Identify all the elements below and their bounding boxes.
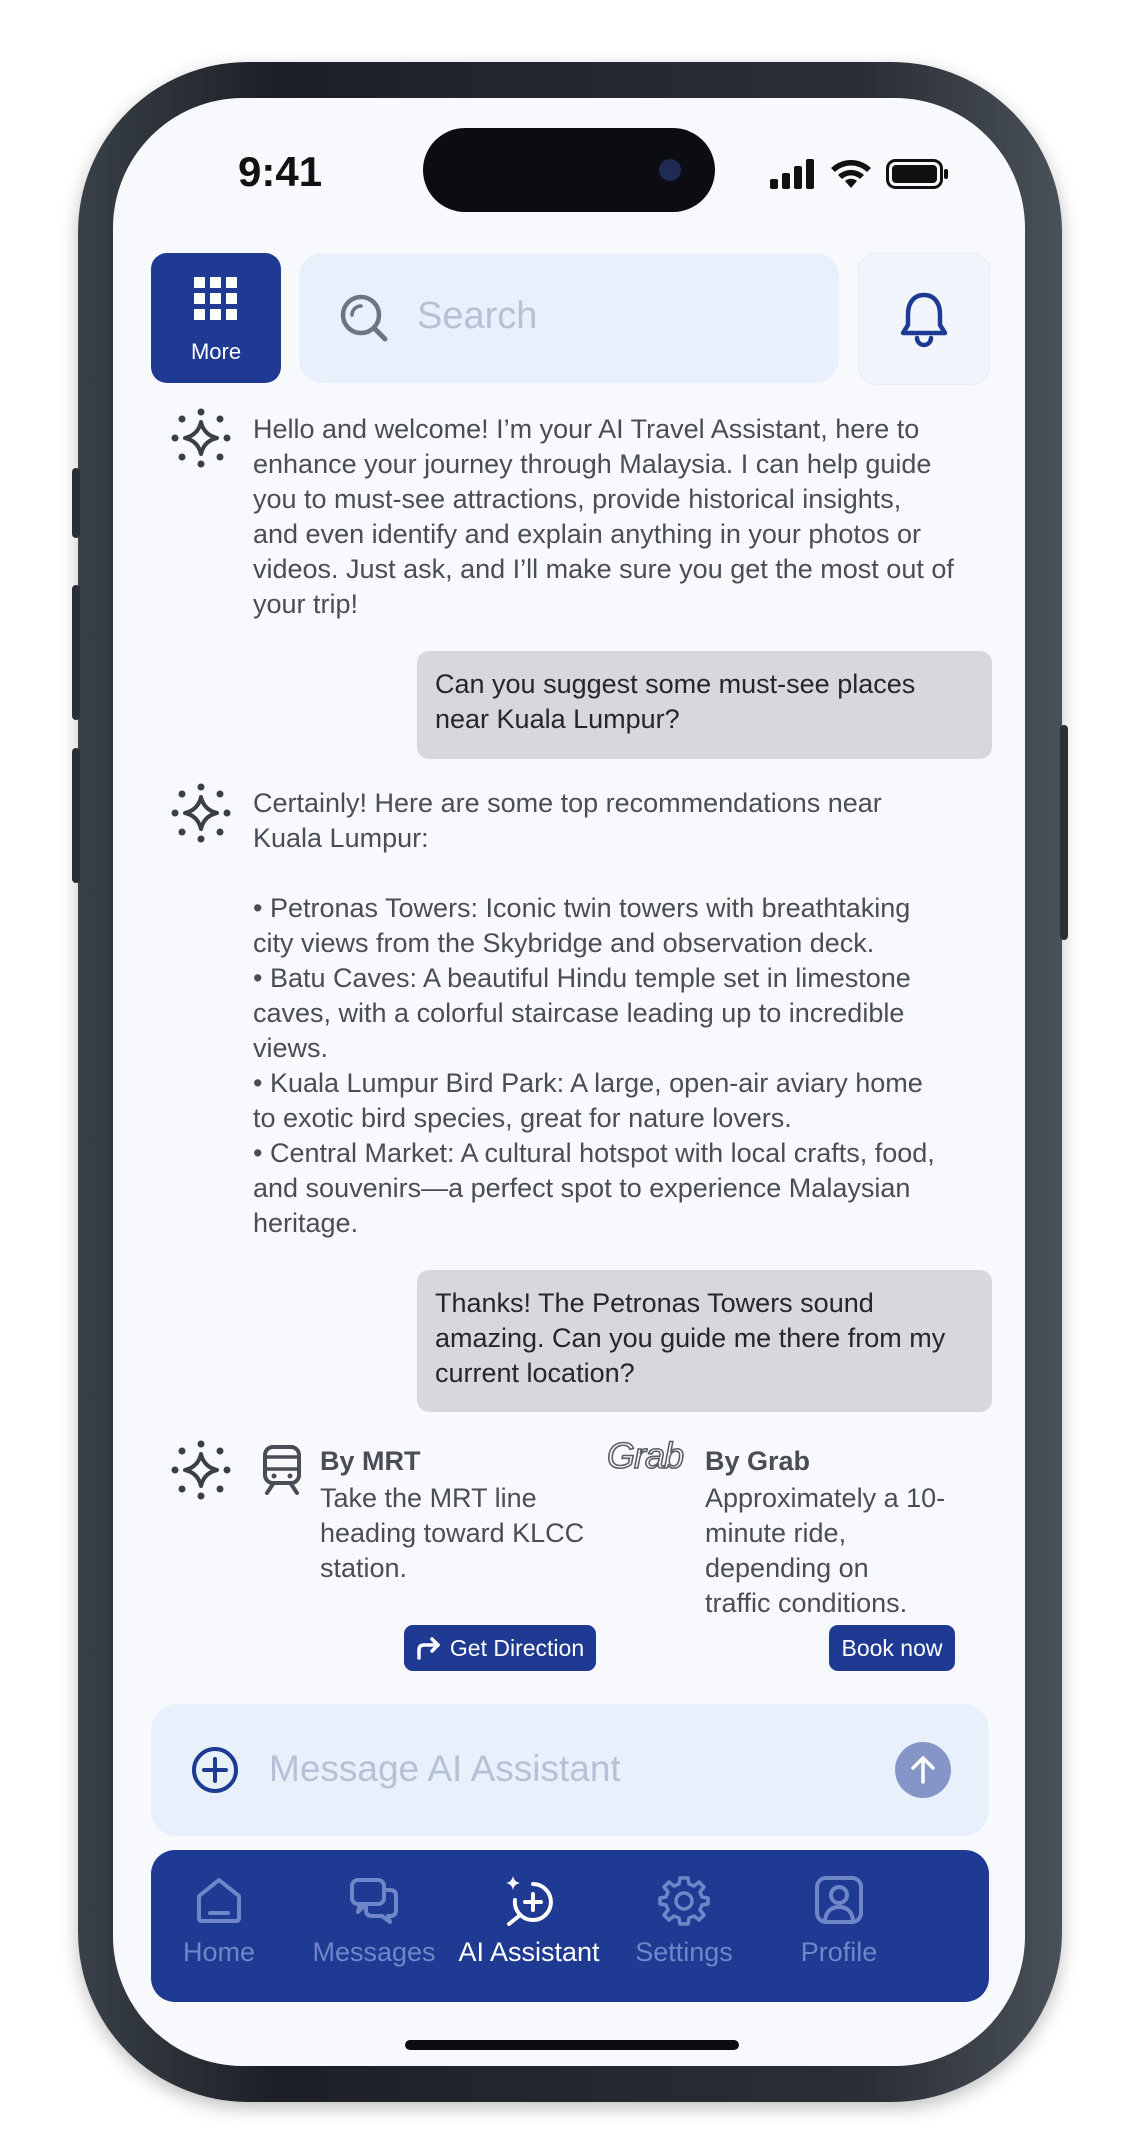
grid-icon	[194, 277, 238, 321]
silent-switch	[72, 468, 80, 538]
wifi-icon	[830, 158, 872, 190]
phone-screen	[113, 98, 1025, 2066]
add-attachment-icon[interactable]	[191, 1746, 239, 1794]
send-button[interactable]	[895, 1742, 951, 1798]
tab-home-label: Home	[182, 1937, 256, 1967]
grab-logo: Grab	[607, 1435, 684, 1476]
ai-message-2: Certainly! Here are some top recommendations near Kuala Lumpur: • Petronas Towers: Iconic twin towers with breathtaking city views from the Skybridge and observation deck. • Batu Caves: A beautiful Hindu temple set in limestone caves, with a colorful staircase leading up to incredible views. • Kuala Lumpur Bird Park: A large, open-air aviary home to exotic bird species, great for nature lovers. • Central Market: A cultural hotspot with local crafts, food, and souvenirs—a perfect spot to experience Malaysian heritage.	[253, 788, 935, 1238]
signal-icon	[770, 159, 816, 189]
user-message-1: Can you suggest some must-see places near Kuala Lumpur?	[417, 651, 992, 759]
more-label: More	[190, 339, 242, 364]
front-camera	[659, 159, 681, 181]
option-mrt-title: By MRT	[320, 1446, 421, 1476]
message-input[interactable]: Message AI Assistant	[269, 1748, 621, 1789]
book-now-button[interactable]	[829, 1625, 955, 1671]
train-icon	[261, 1443, 303, 1495]
option-grab-title: By Grab	[705, 1446, 811, 1476]
profile-icon	[813, 1874, 865, 1926]
option-mrt-description: Take the MRT line heading toward KLCC station.	[320, 1483, 585, 1583]
book-now-label: Book now	[841, 1634, 943, 1661]
tab-settings-label: Settings	[635, 1937, 733, 1967]
battery-icon	[886, 159, 950, 189]
tab-messages-label: Messages	[312, 1937, 436, 1967]
status-time: 9:41	[238, 148, 323, 195]
bottom-tab-bar	[151, 1850, 989, 2002]
gear-icon	[658, 1874, 710, 1926]
search-input[interactable]	[299, 253, 839, 383]
home-indicator	[405, 2040, 739, 2050]
volume-down-button	[72, 748, 80, 883]
tab-ai-assistant[interactable]	[449, 1874, 609, 1968]
status-icons	[770, 158, 950, 190]
ai-sparkle-icon	[171, 1440, 231, 1500]
turn-arrow-icon	[416, 1636, 442, 1660]
power-button	[1060, 725, 1068, 940]
bell-icon	[899, 290, 949, 348]
tab-profile[interactable]	[759, 1874, 919, 1968]
tab-home[interactable]	[139, 1874, 299, 1968]
tab-profile-label: Profile	[800, 1937, 878, 1967]
tab-ai-assistant-label: AI Assistant	[458, 1937, 600, 1967]
notifications-button[interactable]	[858, 253, 990, 385]
search-placeholder: Search	[417, 295, 538, 337]
ai-message-1: Hello and welcome! I’m your AI Travel Assistant, here to enhance your journey through Malaysia. I can help guide you to must-see attractions, provide historical insights, and even identify and explain anything in your photos or videos. Just ask, and I’ll make sure you get the most out of your trip!	[253, 414, 954, 619]
more-button[interactable]	[151, 253, 281, 383]
ai-sparkle-icon	[171, 783, 231, 843]
get-direction-button[interactable]	[404, 1625, 596, 1671]
search-icon	[339, 293, 389, 343]
arrow-up-icon	[909, 1755, 937, 1785]
tab-settings[interactable]	[604, 1874, 764, 1968]
volume-up-button	[72, 585, 80, 720]
get-direction-label: Get Direction	[449, 1634, 585, 1661]
user-message-2: Thanks! The Petronas Towers sound amazing. Can you guide me there from my current location?	[417, 1270, 992, 1412]
dynamic-island	[423, 128, 715, 212]
option-grab-description: Approximately a 10- minute ride, depending on traffic conditions.	[705, 1483, 946, 1618]
home-icon	[193, 1874, 245, 1926]
ai-sparkle-icon	[171, 408, 231, 468]
tab-messages[interactable]	[294, 1874, 454, 1968]
ai-assistant-icon	[503, 1874, 555, 1926]
messages-icon	[348, 1874, 400, 1926]
message-composer	[151, 1704, 989, 1836]
